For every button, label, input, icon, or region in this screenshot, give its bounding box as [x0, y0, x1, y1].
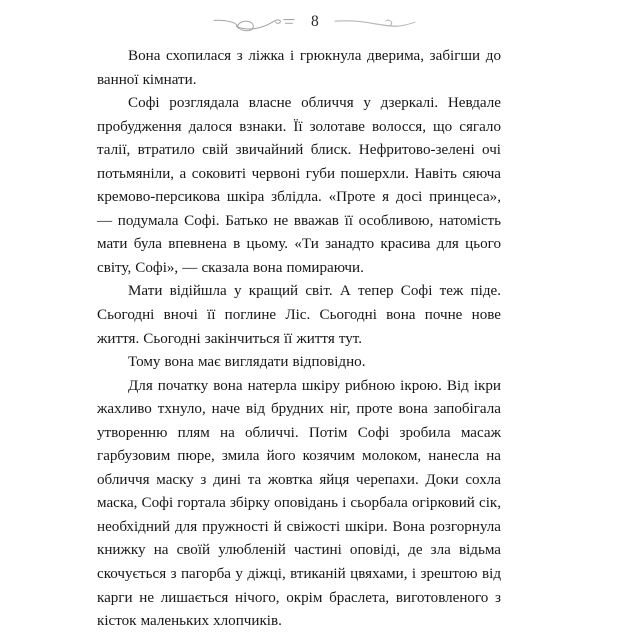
- flourish-right-ornament: [331, 8, 419, 39]
- paragraph: Тому вона має виглядати відповідно.: [128, 354, 366, 371]
- body-text: [97, 45, 501, 634]
- paragraph: Софі розглядала власне обличчя у дзеркалі. Невдале пробудження далося взнаки. Її золотаве волосся, що сягало талії, втратило свій звичайний блиск. Нефритово-зелені очі потьмяніли, а соковиті червоні губи пошерхли. Навіть сяюча кремово-персикова шкіра зблідла. «Проте я досі принцеса», — подумала Софі. Батько не вважав її особливою, натомість мати була впевнена в цьому. «Ти занадто красива для цього світу, Софі», — сказала вона помираючи.: [97, 95, 501, 276]
- paragraph: Мати відійшла у кращий світ. А тепер Софі теж піде. Сьогодні вночі її поглине Ліс. Сьогодні вона почне нове життя. Сьогодні закінчиться її життя тут.: [97, 283, 501, 347]
- paragraph: Вона схопилася з ліжка і грюкнула дверима, забігши до ванної кімнати.: [97, 48, 501, 88]
- paragraph: Для початку вона натерла шкіру рибною ікрою. Від ікри жахливо тхнуло, наче від брудних ніг, проте вона запобігала утворенню плям на обличчі. Потім Софі зробила масаж гарбузовим пюре, змила його козячим молоком, нанесла на обличчя маску з дині та жовтка яйця черепахи. Доки сохла маска, Софі гортала збірку оповідань і сьорбала огірковий сік, необхідний для пружності й свіжості шкіри. Вона розгорнула книжку на своїй улюбленій частині оповіді, де зла відьма скочується з пагорба у діжці, втиканій цвяхами, і зрештою від карги не лишається нічого, окрім браслета, виготовленого з кісток маленьких хлопчиків.: [97, 377, 501, 630]
- page-header: [0, 8, 630, 38]
- page-number: 8: [311, 13, 319, 31]
- flourish-left-ornament: [211, 8, 299, 39]
